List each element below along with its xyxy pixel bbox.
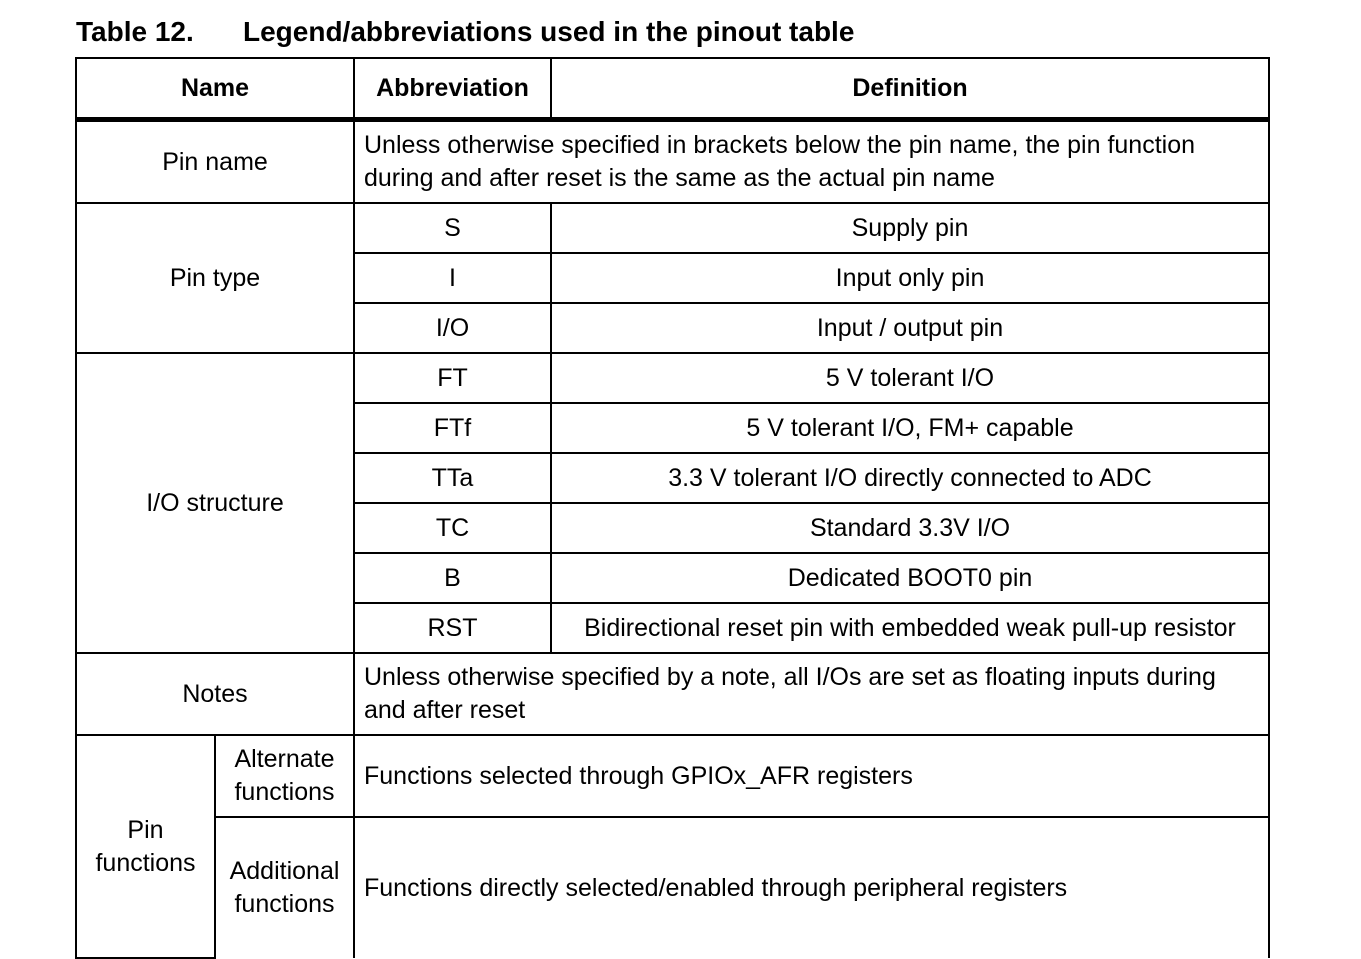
header-definition: Definition	[551, 58, 1269, 120]
table-caption	[76, 16, 854, 48]
additional-functions-label: Additional functions	[215, 817, 354, 958]
table-row	[76, 353, 1269, 403]
table-row	[76, 817, 1269, 958]
definition-cell: Bidirectional reset pin with embedded weak pull-up resistor	[551, 603, 1269, 653]
alternate-functions-label: Alternate functions	[215, 735, 354, 817]
definition-cell: Input / output pin	[551, 303, 1269, 353]
pin-name-definition: Unless otherwise specified in brackets below the pin name, the pin function during and after reset is the same as the actual pin name	[354, 120, 1269, 204]
abbreviation-cell: I/O	[354, 303, 551, 353]
definition-cell: Input only pin	[551, 253, 1269, 303]
abbreviation-cell: FT	[354, 353, 551, 403]
pin-type-label: Pin type	[76, 203, 354, 353]
table-row	[76, 735, 1269, 817]
pinout-legend-table	[75, 57, 1270, 959]
header-name: Name	[76, 58, 354, 120]
definition-cell: Standard 3.3V I/O	[551, 503, 1269, 553]
pin-name-label: Pin name	[76, 120, 354, 204]
table-row	[76, 653, 1269, 735]
definition-cell: Supply pin	[551, 203, 1269, 253]
abbreviation-cell: S	[354, 203, 551, 253]
notes-definition: Unless otherwise specified by a note, all I/Os are set as floating inputs during and after reset	[354, 653, 1269, 735]
table-row	[76, 120, 1269, 204]
abbreviation-cell: FTf	[354, 403, 551, 453]
additional-functions-definition: Functions directly selected/enabled through peripheral registers	[354, 817, 1269, 958]
abbreviation-cell: RST	[354, 603, 551, 653]
alternate-functions-definition: Functions selected through GPIOx_AFR registers	[354, 735, 1269, 817]
pin-functions-label: Pin functions	[76, 735, 215, 958]
abbreviation-cell: TC	[354, 503, 551, 553]
header-abbreviation: Abbreviation	[354, 58, 551, 120]
table-title: Legend/abbreviations used in the pinout table	[243, 16, 855, 47]
header-row	[76, 58, 1269, 120]
table-number: Table 12.	[76, 16, 194, 47]
abbreviation-cell: I	[354, 253, 551, 303]
abbreviation-cell: TTa	[354, 453, 551, 503]
notes-label: Notes	[76, 653, 354, 735]
definition-cell: Dedicated BOOT0 pin	[551, 553, 1269, 603]
table-row	[76, 203, 1269, 253]
definition-cell: 5 V tolerant I/O	[551, 353, 1269, 403]
definition-cell: 5 V tolerant I/O, FM+ capable	[551, 403, 1269, 453]
io-structure-label: I/O structure	[76, 353, 354, 653]
definition-cell: 3.3 V tolerant I/O directly connected to ADC	[551, 453, 1269, 503]
abbreviation-cell: B	[354, 553, 551, 603]
